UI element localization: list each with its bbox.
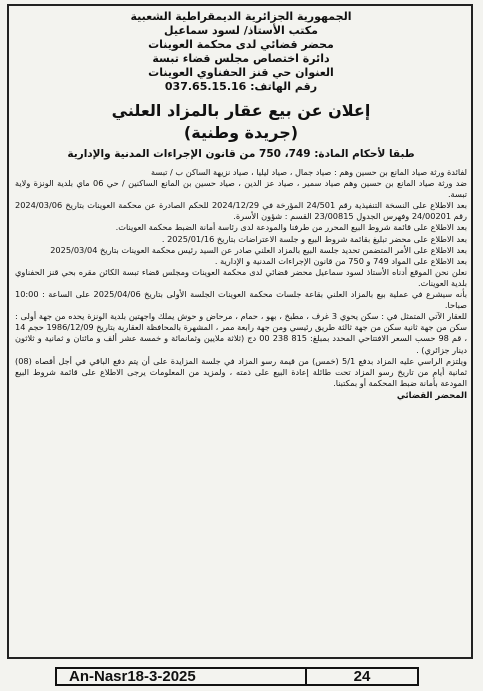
signature: المحضر القضائي <box>396 390 467 401</box>
header-line: محضر قضائي لدى محكمة العوينات <box>148 38 334 51</box>
body-paragraph: نعلن نحن الموقع أدناه الأستاذ لسود سماعيل محضر قضائي لدى محكمة العوينات ومجلس قضاء تبسة الكائن مقره بحي قنز الحفناوي بلدية العوينات. <box>15 266 467 288</box>
body-paragraph: ويلتزم الراسي عليه المزاد بدفع 5/1 (خمس) من قيمة رسو المزاد في جلسة المزايدة على أن يتم دفع الباقي في أجل أقصاه (08) ثمانية أيام من تاريخ رسو المزاد تحت طائلة إعادة البيع على ذمته ، ولمزيد من المعلومات يرجى الاطلاع على قائمة شروط البيع المودعة بأمانة ضبط المحكمة أو بمكتبنا. <box>15 355 467 388</box>
letterhead <box>11 10 471 94</box>
header-line: رقم الهاتف: 037.65.15.16 <box>164 80 318 93</box>
announcement-body <box>11 167 471 389</box>
header-line: دائرة اختصاص مجلس قضاء تبسة <box>152 52 330 65</box>
newspaper-source: An-Nasr18-3-2025 <box>57 669 307 684</box>
page-number: 24 <box>353 668 371 685</box>
body-paragraph: للعقار الآتي المتمثل في : سكن يحوي 3 غرف ، مطبخ ، بهو ، حمام ، مرحاض و حوش يملك واجهتين بلدية الونزة يحده من جهة أولى : سكن من جهة ثانية سكن من جهة ثالثة طريق رئيسي ومن جهة رابعة ممر ، المشهرة بالمحافظة العقارية بتاريخ 1986/12/09 حجم 14 ، قم 98 حسب السعر الافتتاحي المحدد بمبلغ: 815 238 00 دج (ثلاثة ملايين وثمانمائة و خمسة عشر ألف و مائتان و ثمانية و ثلاثون دينار جزائري) . <box>15 311 467 355</box>
body-paragraph: لفائدة ورثة صياد المانع بن حسين وهم : صياد جمال ، صياد ليليا ، صياد نزيهة الساكن ب / تبسة <box>151 167 467 177</box>
announcement <box>11 10 471 663</box>
newspaper-footer <box>55 667 419 686</box>
legal-reference: طبقا لأحكام المادة: 749، 750 من قانون الإجراءات المدنية والإدارية <box>67 148 415 160</box>
body-paragraph: بعد الاطلاع على قائمة شروط البيع المحرر من طرفنا والمودعة لدى رئاسة أمانة الضبط محكمة العوينات. <box>115 222 467 233</box>
announcement-subtitle: (جريدة وطنية) <box>183 123 299 142</box>
body-paragraph: بعد الاطلاع على الأمر المتضمن تحديد جلسة البيع بالمزاد العلني صادر عن السيد رئيس محكمة العوينات بتاريخ 2025/03/04 <box>50 244 467 255</box>
body-paragraph: بعد الاطلاع على النسخة التنفيذية رقم 24/501 المؤرخة في 2024/12/29 للحكم الصادرة عن محكمة العوينات بتاريخ 2024/03/06 رقم 24/00201 وفهرس الجدول 23/00815 القسم : شؤون الأسرة. <box>15 200 468 222</box>
header-line: مكتب الأستاذ/ لسود سماعيل <box>164 24 318 37</box>
header-line: الجمهورية الجزائرية الديمقراطية الشعبية <box>130 10 352 23</box>
header-line: العنوان حي قنز الحفناوي العوينات <box>148 66 334 79</box>
body-paragraph: ضد ورثة صياد المانع بن حسين وهم صياد سمير ، صياد عز الدين ، صياد حسين بن المانع الساكنين / حي 06 ماي بلدية الونزة ولاية تبسة. <box>15 178 468 200</box>
body-paragraph: بعد الاطلاع على المواد 749 و 750 من قانون الإجراءات المدنية و الإدارية . <box>214 255 467 266</box>
body-paragraph: بعد الاطلاع على محضر تبليغ بقائمة شروط البيع و جلسة الاعتراضات بتاريخ 2025/01/16 . <box>161 233 467 244</box>
body-paragraph: بأنه سيشرع في عملية بيع بالمزاد العلني بقاعة جلسات محكمة العوينات الجلسة الأولى بتاريخ 2025/04/06 على الساعة : 10:00 صباحا. <box>15 289 467 311</box>
announcement-title: إعلان عن بيع عقار بالمزاد العلني <box>111 101 371 120</box>
